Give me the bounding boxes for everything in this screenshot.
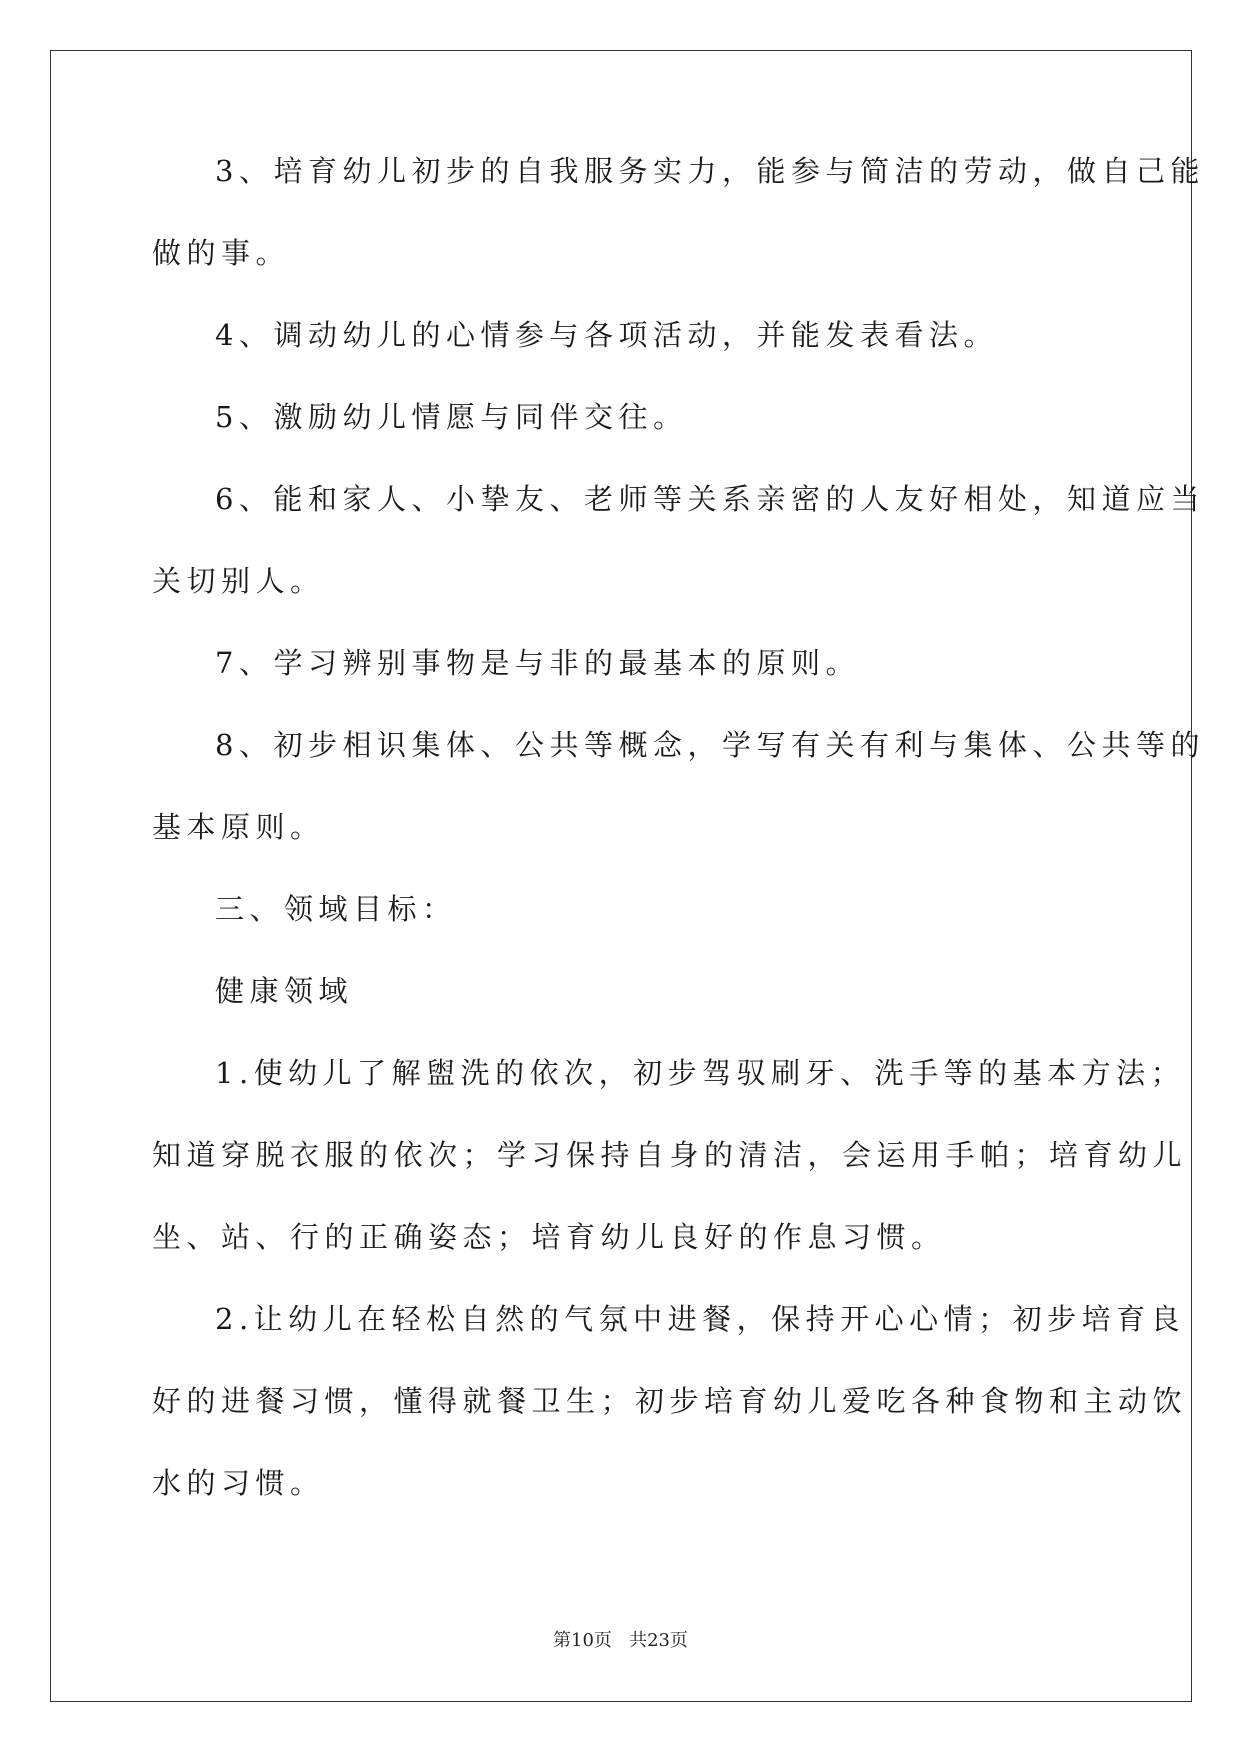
paragraph-line: 6、能和家人、小挚友、老师等关系亲密的人友好相处，知道应当 (215, 482, 1205, 516)
paragraph-line: 4、调动幼儿的心情参与各项活动，并能发表看法。 (215, 318, 998, 352)
paragraph-line: 1.使幼儿了解盥洗的依次，初步驾驭刷牙、洗手等的基本方法； (215, 1056, 1186, 1090)
paragraph-line: 基本原则。 (152, 810, 325, 844)
document-body (152, 130, 1205, 1524)
page-number: 第10页 共23页 (553, 1630, 688, 1651)
section-heading: 三、领域目标： (215, 892, 457, 926)
paragraph-line: 5、激励幼儿情愿与同伴交往。 (215, 400, 688, 434)
paragraph-line: 坐、站、行的正确姿态；培育幼儿良好的作息习惯。 (152, 1220, 946, 1254)
paragraph-line: 做的事。 (152, 236, 291, 270)
paragraph-line: 水的习惯。 (152, 1466, 325, 1500)
paragraph-line: 2.让幼儿在轻松自然的气氛中进餐，保持开心心情；初步培育良 (215, 1302, 1186, 1336)
paragraph-line: 知道穿脱衣服的依次；学习保持自身的清洁，会运用手帕；培育幼儿 (152, 1138, 1188, 1172)
paragraph-line: 3、培育幼儿初步的自我服务实力，能参与简洁的劳动，做自己能 (215, 154, 1205, 188)
subsection-heading: 健康领域 (215, 974, 354, 1008)
paragraph-line: 8、初步相识集体、公共等概念，学写有关有利与集体、公共等的 (215, 728, 1205, 762)
paragraph-line: 关切别人。 (152, 564, 325, 598)
paragraph-line: 7、学习辨别事物是与非的最基本的原则。 (215, 646, 860, 680)
paragraph-line: 好的进餐习惯，懂得就餐卫生；初步培育幼儿爱吃各种食物和主动饮 (152, 1384, 1188, 1418)
page-footer (0, 1630, 1241, 1652)
